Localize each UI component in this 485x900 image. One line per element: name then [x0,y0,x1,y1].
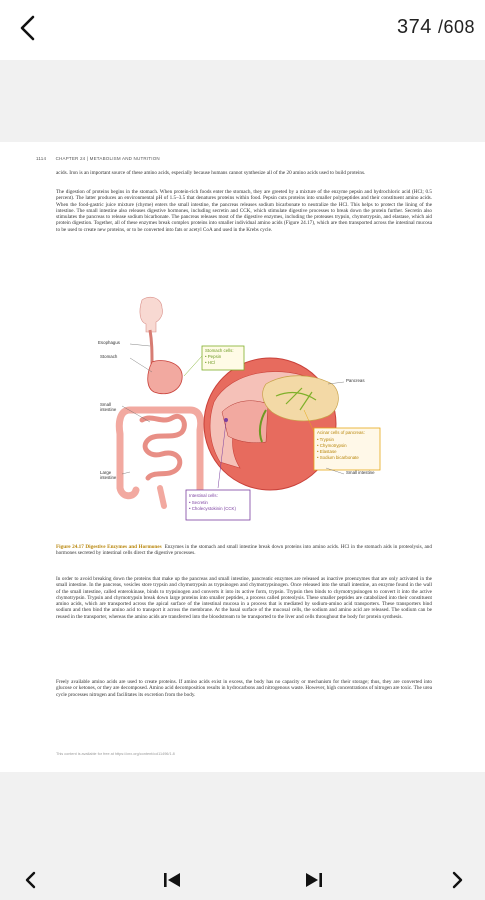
skip-to-start-icon [162,871,182,889]
digestive-illustration [90,292,400,540]
running-head [36,156,160,161]
current-page-number: 374 [397,16,432,38]
paragraph-proenzymes: In order to avoid breaking down the proteins that make up the pancreas and small intestine, pancreatic enzymes are released as inactive proenzymes that are only activated in the small intestine. In the pancreas, vesicles store trypsin and chymotrypsin as trypsinogen and chymotrypsinogen. Once released into the small intestine, an enzyme found in the wall of the small intestine, called enterokinase, binds to trypsinogen and converts it into its active form, trypsin. Trypsin then binds to chymotrypsinogen to convert it into the active chymotrypsin. Trypsin and chymotrypsin break down large proteins into smaller peptides, a process called proteolysis. These smaller peptides are catabolized into their constituent amino acids, which are transported across the apical surface of the intestinal mucosa in a process that is mediated by sodium-amino acid transporters. These transporters bind sodium and then bind the amino acid to transport it across the membrane. At the basal surface of the mucosal cells, the sodium and amino acid are released. The sodium can be reused in the transporter, whereas the amino acids are transferred into the bloodstream to be transported to the liver and cells throughout the body for protein synthesis. [56,576,432,620]
acinar-elastase: • Elastase [317,449,337,454]
chevron-right-icon [452,871,464,889]
caption-text: Enzymes in the stomach and small intestine break down proteins into amino acids. HCl in the stomach aids in proteolysis, and hormones secreted by intestinal cells direct the digestive processes. [56,544,432,557]
paragraph-amino-acids: Freely available amino acids are used to create proteins. If amino acids exist in excess, the body has no capacity or mechanism for their storage; thus, they are converted into glucose or ketones, or they are decomposed. Amino acid decomposition results in hydrocarbons and nitrogenous waste. However, high concentrations of nitrogen are toxic. The urea cycle processes nitrogen and facilitates its excretion from the body. [56,679,432,698]
page-number-label: 1114 [36,156,47,161]
chevron-left-icon [19,15,37,41]
chevron-left-icon [24,871,36,889]
acinar-sodium-bicarbonate: • Sodium bicarbonate [317,455,359,460]
label-large-intestine: Large intestine [100,470,117,480]
total-pages: /608 [437,17,475,37]
intestinal-secretin: • Secretin [189,500,208,505]
acinar-trypsin: • Trypsin [317,437,334,442]
caption-title: Figure 24.17 Digestive Enzymes and Hormones [56,544,162,550]
figure-caption [56,544,432,557]
paragraph-protein-digestion: The digestion of proteins begins in the stomach. When protein-rich foods enter the stomach, they are greeted by a mixture of the enzyme pepsin and hydrochloric acid (HCl; 0.5 percent). The latter produces an environmental pH of 1.5–3.5 that denatures proteins within food. Pepsin cuts proteins into smaller polypeptides and their constituent amino acids. When the food-gastric juice mixture (chyme) enters the small intestine, the pancreas releases sodium bicarbonate to neutralize the HCl. This helps to protect the lining of the intestine. The small intestine also releases digestive hormones, including secretin and CCK, which stimulate digestive processes to break down the protein further. Secretin also stimulates the pancreas to release sodium bicarbonate. The pancreas releases most of the digestive enzymes, including the proteases trypsin, chymotrypsin, and elastase, which aid protein digestion. Together, all of these enzymes break complex proteins into smaller individual amino acids (Figure 24.17), which are then transported across the intestinal mucosa to be used to create new proteins, or to be converted into fats or acetyl CoA and used in the Krebs cycle. [56,189,432,233]
label-small-intestine-right: Small intestine [346,470,375,475]
footer-note: This content is available for free at https://cnx.org/content/col11496/1.8 [56,752,175,756]
bottom-navigation [0,856,485,900]
label-stomach: Stomach [100,354,118,359]
intestinal-cck: • Cholecystokinin (CCK) [189,506,236,511]
skip-to-end-icon [304,871,324,889]
document-page [0,142,485,772]
first-page-button[interactable] [160,868,184,892]
previous-page-button[interactable] [18,868,42,892]
acinar-cells-title: Acinar cells of pancreas: [317,430,365,435]
next-page-button[interactable] [446,868,470,892]
last-page-button[interactable] [302,868,326,892]
back-button[interactable] [12,12,44,44]
page-counter [397,16,475,39]
chapter-title: CHAPTER 24 | METABOLISM AND NUTRITION [55,156,160,161]
top-bar [0,0,485,60]
stomach-cells-title: Stomach cells: [205,348,234,353]
label-esophagus: Esophagus [98,340,120,345]
intestinal-cells-title: Intestinal cells: [189,493,218,498]
stomach-cells-hcl: • HCl [205,360,216,365]
paragraph-intro: acids. Iron is an important source of these amino acids, especially because humans cannot synthesize all of the 20 amino acids used to build proteins. [56,170,366,176]
digestive-figure [90,292,400,540]
label-small-intestine: Small intestine [100,402,117,412]
acinar-chymotrypsin: • Chymotrypsin [317,443,347,448]
label-pancreas: Pancreas [346,378,365,383]
stomach-cells-pepsin: • Pepsin [205,354,222,359]
